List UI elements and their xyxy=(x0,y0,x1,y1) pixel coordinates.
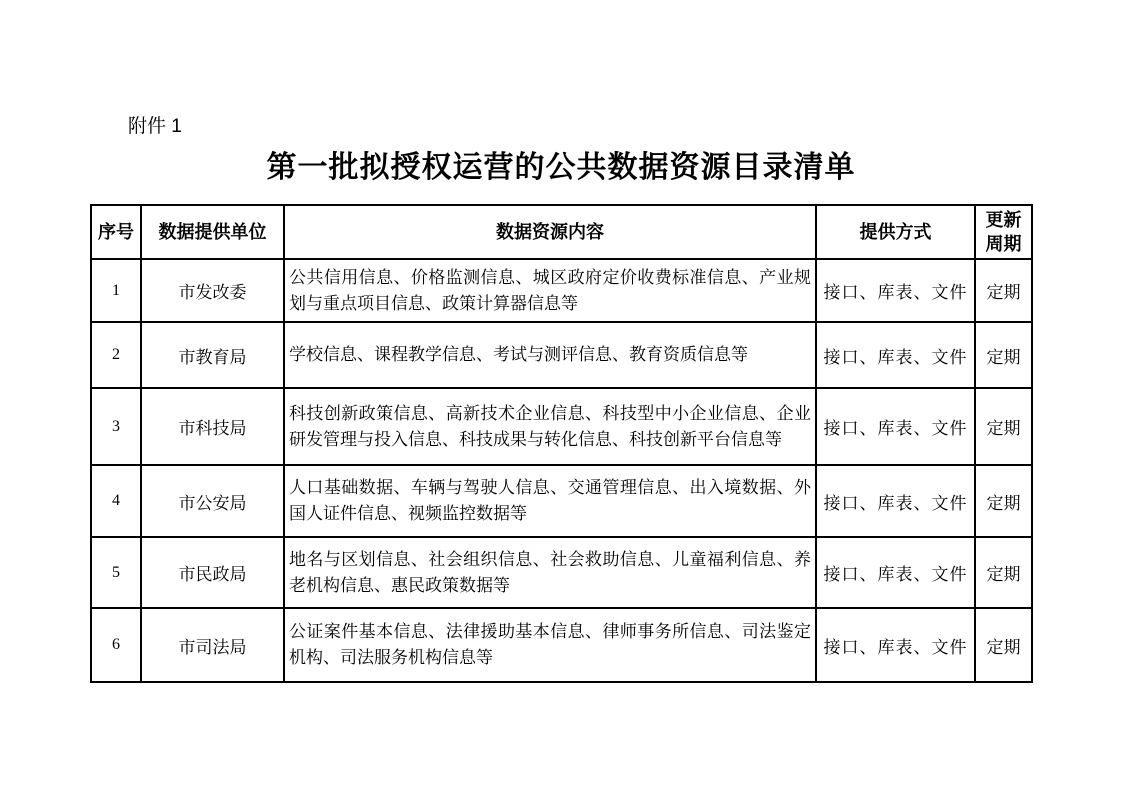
cell-row-no: 3 xyxy=(91,388,141,465)
cell-provide-method: 接口、库表、文件 xyxy=(816,322,975,388)
cell-resource-content: 学校信息、课程教学信息、考试与测评信息、教育资质信息等 xyxy=(284,322,816,388)
header-cell-content: 数据资源内容 xyxy=(284,205,816,259)
cell-row-no: 6 xyxy=(91,608,141,682)
cell-provide-method: 接口、库表、文件 xyxy=(816,608,975,682)
cell-update-cycle: 定期 xyxy=(975,259,1032,322)
header-cell-cycle: 更新周期 xyxy=(975,205,1032,259)
cell-resource-content: 公证案件基本信息、法律援助基本信息、律师事务所信息、司法鉴定机构、司法服务机构信息等 xyxy=(284,608,816,682)
cell-provider-unit: 市公安局 xyxy=(141,465,284,537)
table-row xyxy=(91,322,1032,388)
cell-provider-unit: 市教育局 xyxy=(141,322,284,388)
header-cell-no: 序号 xyxy=(91,205,141,259)
cell-update-cycle: 定期 xyxy=(975,322,1032,388)
cell-resource-content: 科技创新政策信息、高新技术企业信息、科技型中小企业信息、企业研发管理与投入信息、科技成果与转化信息、科技创新平台信息等 xyxy=(284,388,816,465)
cell-update-cycle: 定期 xyxy=(975,465,1032,537)
cell-provide-method: 接口、库表、文件 xyxy=(816,259,975,322)
cell-provider-unit: 市民政局 xyxy=(141,537,284,608)
table-row xyxy=(91,388,1032,465)
cell-row-no: 5 xyxy=(91,537,141,608)
cell-provider-unit: 市司法局 xyxy=(141,608,284,682)
cell-provider-unit: 市发改委 xyxy=(141,259,284,322)
table-row xyxy=(91,608,1032,682)
cell-update-cycle: 定期 xyxy=(975,537,1032,608)
header-cell-method: 提供方式 xyxy=(816,205,975,259)
cell-row-no: 4 xyxy=(91,465,141,537)
catalog-table xyxy=(90,204,1033,683)
cell-resource-content: 公共信用信息、价格监测信息、城区政府定价收费标准信息、产业规划与重点项目信息、政策计算器信息等 xyxy=(284,259,816,322)
attachment-label: 附件 1 xyxy=(128,116,182,137)
cell-row-no: 1 xyxy=(91,259,141,322)
cell-provide-method: 接口、库表、文件 xyxy=(816,465,975,537)
header-cell-unit: 数据提供单位 xyxy=(141,205,284,259)
cell-row-no: 2 xyxy=(91,322,141,388)
cell-provide-method: 接口、库表、文件 xyxy=(816,537,975,608)
cell-resource-content: 人口基础数据、车辆与驾驶人信息、交通管理信息、出入境数据、外国人证件信息、视频监控数据等 xyxy=(284,465,816,537)
cell-provider-unit: 市科技局 xyxy=(141,388,284,465)
table-row xyxy=(91,465,1032,537)
table-header-row xyxy=(91,205,1032,259)
cell-provide-method: 接口、库表、文件 xyxy=(816,388,975,465)
cell-resource-content: 地名与区划信息、社会组织信息、社会救助信息、儿童福利信息、养老机构信息、惠民政策数据等 xyxy=(284,537,816,608)
table-row xyxy=(91,537,1032,608)
page-title: 第一批拟授权运营的公共数据资源目录清单 xyxy=(266,151,856,184)
cell-update-cycle: 定期 xyxy=(975,608,1032,682)
cell-update-cycle: 定期 xyxy=(975,388,1032,465)
table-row xyxy=(91,259,1032,322)
